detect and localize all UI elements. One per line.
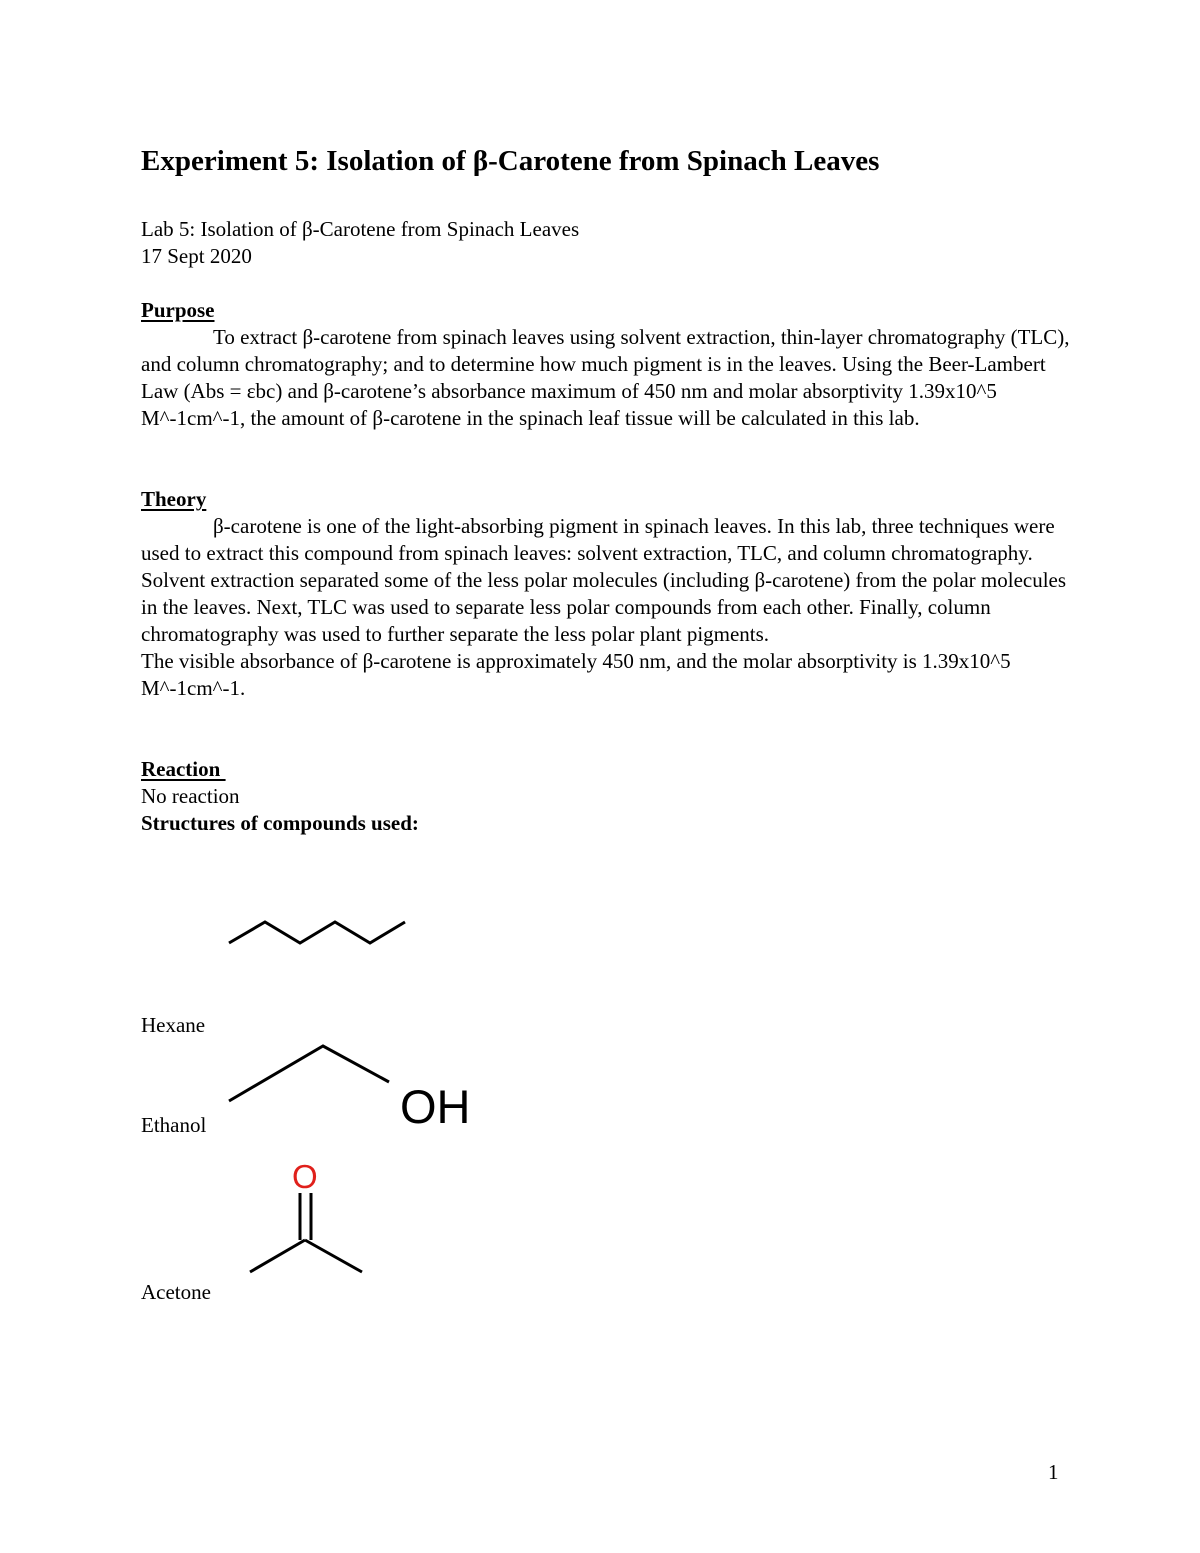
purpose-text: To extract β-carotene from spinach leaves using solvent extraction, thin-layer chromatography (TLC), and column chromatography; and to determine how much pigment is in the leaves. Using the Beer-Lambert Law (Abs = εbc) and β-carotene’s absorbance maximum of 450 nm and molar absorptivity 1.39x10^5 M^-1cm^-1, the amount of β-carotene in the spinach leaf tissue will be calculated in this lab. bbox=[141, 325, 1070, 430]
ethanol-label: Ethanol bbox=[141, 1113, 207, 1137]
acetone-structure bbox=[250, 1193, 362, 1272]
ethanol-structure bbox=[229, 1046, 389, 1101]
acetone-label: Acetone bbox=[141, 1280, 211, 1304]
page-number: 1 bbox=[1048, 1460, 1059, 1484]
hexane-structure bbox=[229, 922, 405, 943]
purpose-heading: Purpose bbox=[141, 298, 215, 322]
theory-text-2: The visible absorbance of β-carotene is approximately 450 nm, and the molar absorptivity is 1.39x10^5 M^-1cm^-1. bbox=[141, 649, 1011, 700]
theory-text-1: β-carotene is one of the light-absorbing pigment in spinach leaves. In this lab, three techniques were used to extract this compound from spinach leaves: solvent extraction, TLC, and column chromatography. Solvent extraction separated some of the less polar molecules (including β-carotene) from the polar molecules in the leaves. Next, TLC was used to separate less polar compounds from each other. Finally, column chromatography was used to further separate the less polar plant pigments. bbox=[141, 514, 1067, 646]
document-subtitle: Lab 5: Isolation of β-Carotene from Spinach Leaves bbox=[141, 217, 580, 241]
reaction-heading: Reaction bbox=[141, 757, 226, 781]
hexane-label: Hexane bbox=[141, 1013, 206, 1037]
theory-heading: Theory bbox=[141, 487, 207, 511]
document-title: Experiment 5: Isolation of β-Carotene from Spinach Leaves bbox=[141, 145, 880, 177]
structures-heading: Structures of compounds used: bbox=[141, 811, 419, 835]
acetone-oxygen-label: O bbox=[292, 1158, 318, 1195]
document-date: 17 Sept 2020 bbox=[141, 244, 252, 268]
reaction-text: No reaction bbox=[141, 784, 240, 808]
ethanol-oh-label: OH bbox=[400, 1080, 471, 1133]
